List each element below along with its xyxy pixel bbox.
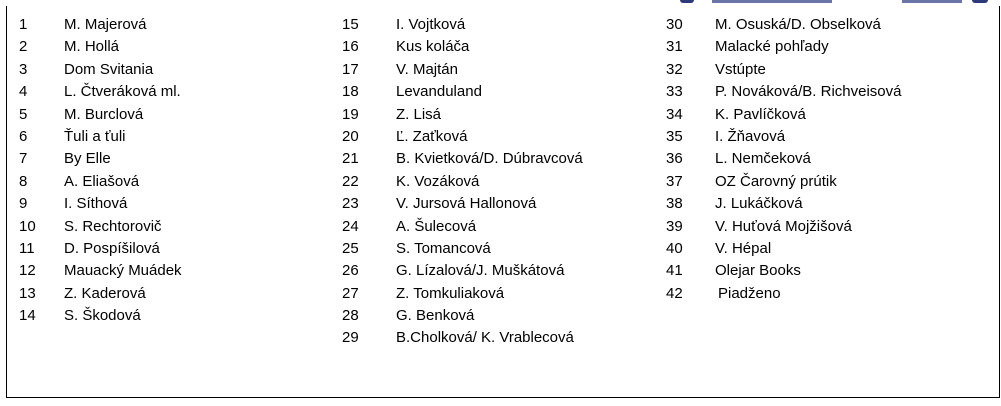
item-number: 16 (342, 38, 359, 56)
item-name: V. Jursová Hallonová (396, 195, 537, 213)
item-name: Dom Svitania (64, 60, 154, 78)
cropped-header-graphic (672, 0, 992, 5)
item-name: I. Síthová (64, 195, 128, 213)
item-name: S. Tomancová (396, 239, 491, 257)
item-name: V. Hépal (715, 239, 772, 257)
item-number: 14 (19, 307, 36, 325)
item-number: 33 (666, 83, 683, 101)
item-name: G. Benková (396, 307, 475, 325)
item-name: Ľ. Zaťková (396, 127, 468, 145)
item-number: 24 (342, 217, 359, 235)
item-number: 11 (19, 239, 35, 257)
item-number: 10 (19, 217, 36, 235)
item-number: 38 (666, 195, 683, 213)
item-number: 3 (19, 60, 28, 78)
item-name: L. Čtveráková ml. (64, 83, 181, 101)
item-number: 20 (342, 127, 359, 145)
item-number: 22 (342, 172, 359, 190)
item-number: 1 (19, 16, 28, 33)
item-number: 28 (342, 307, 359, 325)
item-name: A. Eliašová (64, 172, 140, 190)
item-name: Z. Kaderová (64, 284, 146, 302)
item-number: 6 (19, 127, 28, 145)
item-number: 17 (342, 60, 359, 78)
item-number: 13 (19, 284, 36, 302)
item-number: 30 (666, 16, 683, 33)
item-number: 29 (342, 329, 359, 347)
item-number: 37 (666, 172, 683, 190)
item-name: G. Lízalová/J. Muškátová (396, 262, 565, 280)
item-name: P. Nováková/B. Richveisová (715, 83, 902, 101)
item-name: V. Majtán (396, 60, 458, 78)
item-name: K. Pavlíčková (715, 105, 806, 123)
item-number: 25 (342, 239, 359, 257)
item-number: 31 (666, 38, 683, 56)
item-number: 9 (19, 195, 28, 213)
item-number: 15 (342, 16, 359, 33)
item-name: Levanduland (396, 83, 482, 101)
item-name: Z. Lisá (396, 105, 442, 123)
item-number: 21 (342, 150, 359, 168)
item-name: OZ Čarovný prútik (715, 172, 837, 190)
item-name: B.Cholková/ K. Vrablecová (396, 329, 574, 347)
item-name: By Elle (64, 150, 111, 168)
item-number: 32 (666, 60, 683, 78)
item-number: 26 (342, 262, 359, 280)
item-name: L. Nemčeková (715, 150, 811, 168)
item-name: Vstúpte (715, 60, 766, 78)
item-number: 2 (19, 38, 28, 56)
item-name: Malacké pohľady (715, 38, 829, 56)
item-number: 35 (666, 127, 683, 145)
item-number: 40 (666, 239, 683, 257)
item-name: I. Žňavová (715, 127, 786, 145)
item-name: Kus koláča (396, 38, 470, 56)
item-number: 4 (19, 83, 28, 101)
item-name: I. Vojtková (396, 16, 466, 33)
item-number: 34 (666, 105, 683, 123)
item-name: Olejar Books (715, 262, 801, 280)
item-name: A. Šulecová (396, 217, 477, 235)
item-name: V. Huťová Mojžišová (715, 217, 852, 235)
item-name: K. Vozáková (396, 172, 480, 190)
item-number: 39 (666, 217, 683, 235)
item-number: 7 (19, 150, 28, 168)
item-name: M. Hollá (64, 38, 120, 56)
item-number: 27 (342, 284, 359, 302)
item-name: Mauacký Muádek (64, 262, 182, 280)
item-number: 42 (666, 284, 683, 302)
item-name: Piadženo (718, 284, 781, 302)
item-name: Ťuli a ťuli (64, 127, 126, 145)
item-number: 41 (666, 262, 683, 280)
item-name: B. Kvietková/D. Dúbravcová (396, 150, 583, 168)
item-name: S. Rechtorovič (64, 217, 162, 235)
item-number: 5 (19, 105, 28, 123)
item-number: 19 (342, 105, 359, 123)
item-name: S. Škodová (64, 307, 141, 325)
item-name: M. Osuská/D. Obselková (715, 16, 881, 33)
item-name: J. Lukáčková (715, 195, 803, 213)
item-number: 8 (19, 172, 28, 190)
item-number: 36 (666, 150, 683, 168)
item-name: Z. Tomkuliaková (396, 284, 505, 302)
item-name: M. Burclová (64, 105, 144, 123)
item-name: M. Majerová (64, 16, 147, 33)
item-name: D. Pospíšilová (64, 239, 160, 257)
item-number: 18 (342, 83, 359, 101)
item-number: 12 (19, 262, 36, 280)
item-number: 23 (342, 195, 359, 213)
